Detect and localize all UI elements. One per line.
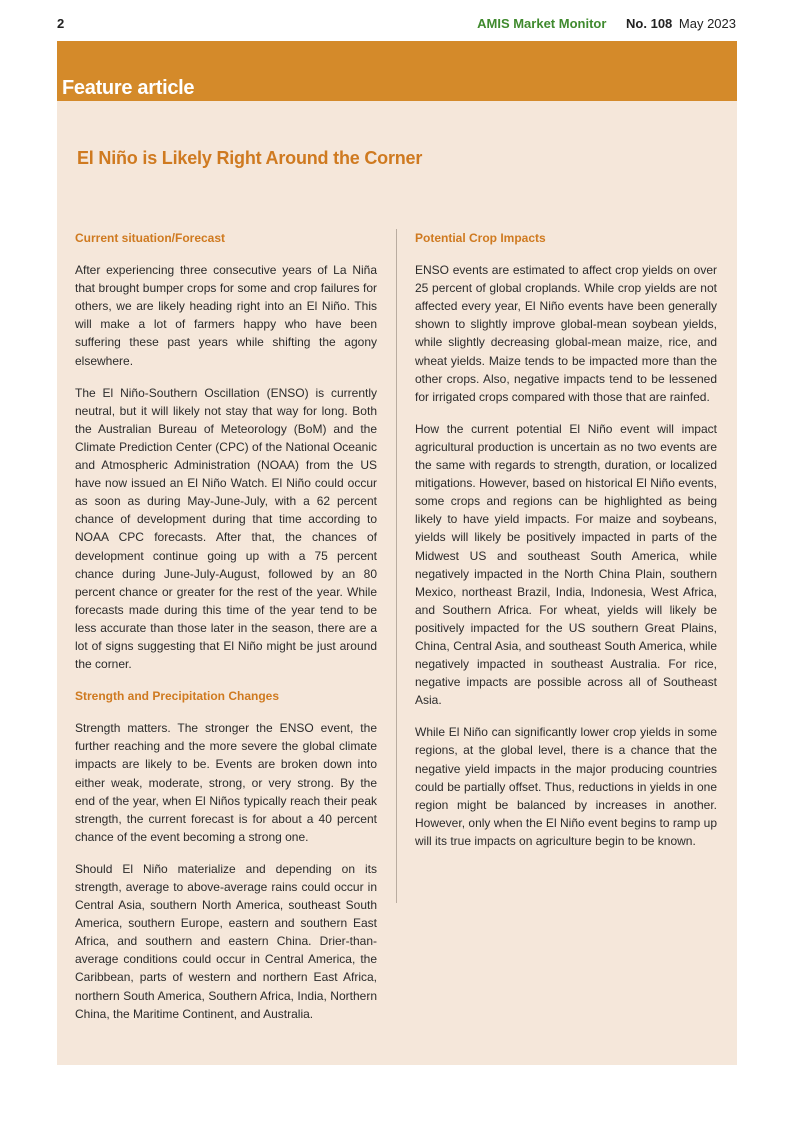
- issue-date: May 2023: [678, 16, 736, 31]
- section-banner: [57, 41, 737, 101]
- article-title: El Niño is Likely Right Around the Corner: [77, 148, 423, 168]
- issue-number: No. 108: [626, 16, 673, 31]
- page-number: 2: [57, 16, 65, 31]
- paragraph: After experiencing three consecutive years of La Niña that brought bumper crops for some and crop failures for others, we are likely heading right into an El Niño. This will make a lot of farmers happy who have been suffering these past years while shifting the agony elsewhere.: [75, 263, 377, 368]
- paragraph: While El Niño can significantly lower crop yields in some regions, at the global level, there is a chance that the negative yield impacts in the major producing countries could be partially offset. Thus, reductions in yields in one region might be balanced by increases in another. However, only when the El Niño event begins to ramp up will its true impacts on agriculture begin to be known.: [415, 725, 717, 848]
- banner-title: Feature article: [62, 77, 195, 99]
- paragraph-split: Should El Niño materialize and depending on its strength, average to above-average rains could occur in Central Asia, southern North America, southeast South America, southern Europe, eastern and southern East Africa, and southern and eastern China. Drier-than-average conditions could occur in Central America, the Caribbean, parts of western and northern East Africa, northern South America, Southern Africa, India, Northern China, the Maritime Continent, and Australia.: [75, 861, 377, 1021]
- right-column: [415, 229, 717, 864]
- left-column: [75, 229, 377, 1037]
- paragraph: ENSO events are estimated to affect crop yields on over 25 percent of global croplands. While crop yields are not affected every year, El Niño events have been generally shown to slightly improve global-mean soybean yields, while slightly decreasing global-mean maize, rice, and wheat yields. Maize tends to be impacted more than the other crops. Also, negative impacts tend to be lessened for irrigated crops compared with those that are rainfed.: [415, 263, 717, 404]
- column-divider: [396, 229, 397, 903]
- section-heading-strength: Strength and Precipitation Changes: [75, 689, 280, 704]
- section-heading-crops: Potential Crop Impacts: [415, 231, 546, 245]
- paragraph: Strength matters. The stronger the ENSO event, the further reaching and the more severe the global climate impacts are likely to be. Events are broken down into either weak, moderate, strong, or very strong. By the end of the year, when El Niños typically reach their peak strength, the current forecast is for about a 40 percent chance of the event becoming a strong one.: [75, 721, 377, 844]
- paragraph: The El Niño-Southern Oscillation (ENSO) is currently neutral, but it will likely not stay that way for long. Both the Australian Bureau of Meteorology (BoM) and the Climate Prediction Center (CPC) of the National Oceanic and Atmospheric Administration (NOAA) from the US have now issued an El Niño Watch. El Niño could occur as soon as during May-June-July, with a 62 percent chance of development during that time according to NOAA CPC forecasts. After that, the chances of development continue going up with a 75 percent chance during June-July-August, followed by an 80 percent chance or greater for the rest of the year. While forecasts made during this time of the year tend to be less accurate than those later in the season, there are a lot of signs suggesting that El Niño might be just around the corner.: [75, 385, 377, 672]
- paragraph: How the current potential El Niño event will impact agricultural production is uncertain as no two events are the same with regards to strength, duration, or localized mitigations. However, based on historical El Niño events, some crops and regions can be highlighted as being likely to have yield impacts. For maize and soybeans, yields will likely be positively impacted in parts of the Midwest US and southeast South America, while negatively impacted in the North China Plain, southern Mexico, northeast Brazil, India, Indonesia, West Africa, and Southern Africa. For wheat, yields will likely be positively impacted for the US southern Great Plains, China, Central Asia, and southeast South America, while negatively impacted in southeast Australia. For rice, negative impacts are possible across all of Southeast Asia.: [415, 421, 717, 708]
- publication-name: AMIS Market Monitor: [477, 16, 607, 31]
- running-header: [477, 16, 736, 31]
- section-heading-current: Current situation/Forecast: [75, 231, 226, 245]
